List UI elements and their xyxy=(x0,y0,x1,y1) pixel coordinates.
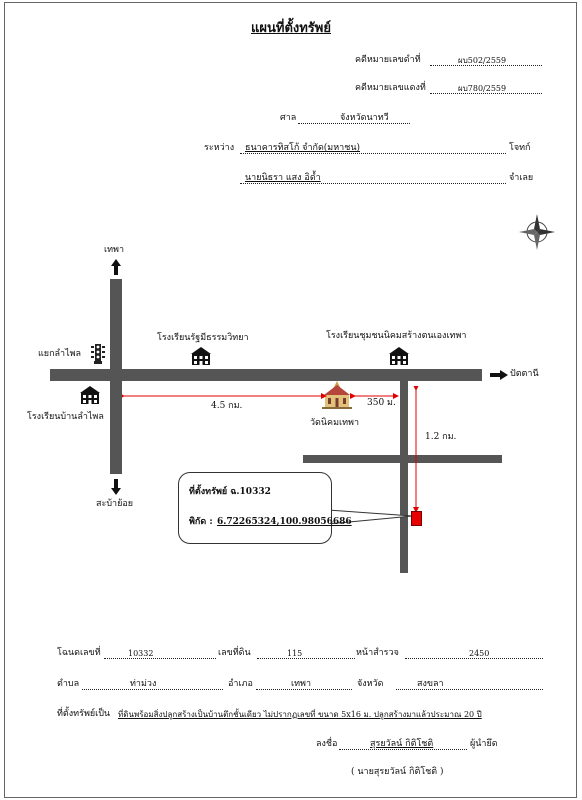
temple-label: วัดนิคมเทพา xyxy=(310,418,359,428)
north-destination-label: เทพา xyxy=(104,245,124,255)
deed-value: 10332 xyxy=(128,649,154,658)
sign-role: ผู้นำยึด xyxy=(470,739,498,749)
case-red-label: คดีหมายเลขแดงที่ xyxy=(355,83,426,93)
compass-rose-icon xyxy=(518,213,556,251)
school-icon xyxy=(389,347,409,365)
arrow-down-icon xyxy=(111,479,121,495)
property-location-marker xyxy=(411,511,422,526)
school-top-label: โรงเรียนรัฐมีธรรมวิทยา xyxy=(157,333,249,343)
traffic-light-icon xyxy=(91,344,105,364)
dotted-line xyxy=(405,658,543,659)
sign-value: สุรยวัลน์ กิติโชติ xyxy=(370,739,434,749)
east-destination-label: ปัตตานี xyxy=(510,369,539,379)
school-icon xyxy=(80,386,100,404)
page-title: แผนที่ตั้งทรัพย์ xyxy=(251,21,331,36)
plaintiff-value: ธนาคารทิสโก้ จำกัด(มหาชน) xyxy=(245,143,361,153)
south-destination-label: สะบ้าย้อย xyxy=(96,499,134,509)
court-value: จังหวัดนาทวี xyxy=(340,113,389,123)
court-label: ศาล xyxy=(280,113,297,123)
tambon-value: ท่าม่วง xyxy=(130,679,157,689)
province-label: จังหวัด xyxy=(357,679,384,689)
defendant-label: จำเลย xyxy=(509,173,534,183)
between-label: ระหว่าง xyxy=(204,143,235,153)
callout-coords-label: พิกัด : xyxy=(189,517,213,527)
school-icon xyxy=(191,347,211,365)
tambon-label: ตำบล xyxy=(57,679,80,689)
road-main-horizontal xyxy=(50,369,482,381)
callout-coords-value: 6.72265324,100.98056686 xyxy=(217,517,352,527)
traffic-light-label: แยกลำไพล xyxy=(38,349,82,359)
sign-label: ลงชื่อ xyxy=(316,739,338,749)
distance-4-5-km: 4.5 กม. xyxy=(211,401,243,411)
dotted-line xyxy=(256,689,352,690)
defendant-value: นายนิธรา แสง อิด้ำ xyxy=(245,173,321,183)
amphoe-value: เทพา xyxy=(291,679,311,689)
location-value: ที่ดินพร้อมสิ่งปลูกสร้างเป็นบ้านตึกชั้นเดียว ไม่ปรากฏเลขที่ ขนาด 5x16 ม. ปลูกสร้างมาแล้วประมาณ 20 ปี xyxy=(118,710,482,719)
case-red-value: ผบ780/2559 xyxy=(458,84,507,93)
school-left-label: โรงเรียนบ้านลำไพล xyxy=(27,412,104,422)
dotted-line xyxy=(240,153,506,154)
land-no-label: เลขที่ดิน xyxy=(218,648,251,658)
arrow-up-icon xyxy=(111,259,121,275)
location-label: ที่ตั้งทรัพย์เป็น xyxy=(57,709,111,719)
dotted-line xyxy=(82,689,223,690)
dotted-line xyxy=(396,689,543,690)
province-value: สงขลา xyxy=(417,679,444,689)
case-black-label: คดีหมายเลขดำที่ xyxy=(355,55,421,65)
survey-value: 2450 xyxy=(469,649,490,658)
dotted-line xyxy=(430,93,542,94)
plaintiff-label: โจทก์ xyxy=(509,143,531,153)
land-no-value: 115 xyxy=(287,649,303,658)
arrow-right-icon xyxy=(490,370,508,380)
dotted-line xyxy=(339,749,467,750)
case-black-value: ผบ502/2559 xyxy=(458,56,507,65)
deed-label: โฉนดเลขที่ xyxy=(57,648,101,658)
survey-label: หน้าสำรวจ xyxy=(356,648,399,658)
amphoe-label: อำเภอ xyxy=(228,679,253,689)
dotted-line xyxy=(240,183,506,184)
property-callout xyxy=(178,472,352,544)
callout-property-title: ที่ตั้งทรัพย์ ฉ.10332 xyxy=(189,487,271,497)
distance-1-2-km: 1.2 กม. xyxy=(425,432,457,442)
dotted-line xyxy=(298,123,410,124)
distance-350-m: 350 ม. xyxy=(367,398,396,408)
dotted-line xyxy=(430,65,542,66)
school-right-label: โรงเรียนชุมชนนิคมสร้างตนเองเทพา xyxy=(326,331,467,341)
dotted-line xyxy=(257,658,355,659)
dotted-line xyxy=(104,658,216,659)
sign-name: ( นายสุรยวัลน์ กิติโชติ ) xyxy=(351,767,444,777)
